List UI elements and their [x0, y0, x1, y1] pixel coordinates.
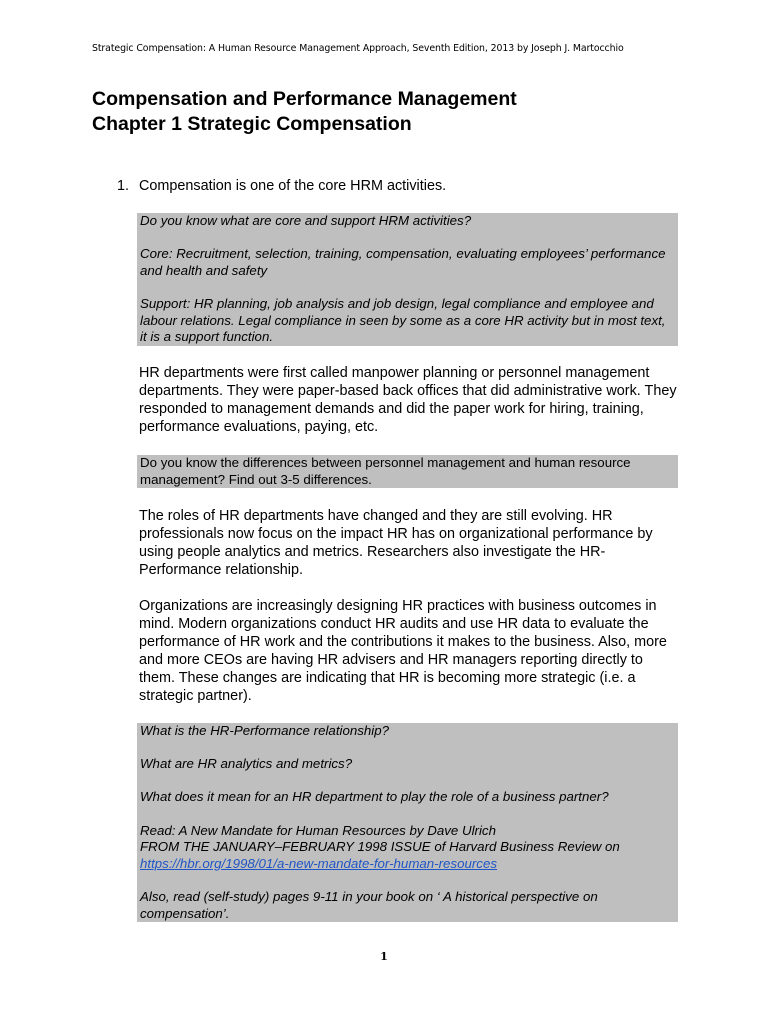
box3-q2: What are HR analytics and metrics? — [140, 756, 353, 772]
note-box-questions — [137, 723, 678, 922]
box1-core: Core: Recruitment, selection, training, compensation, evaluating employees’ performance and health and safety — [140, 246, 666, 278]
title-block — [92, 87, 517, 137]
box1-question: Do you know what are core and support HRM activities? — [140, 213, 472, 228]
box3-read-line1: Read: A New Mandate for Human Resources by Dave Ulrich — [140, 822, 496, 838]
box1-support: Support: HR planning, job analysis and job design, legal compliance and employee and labour relations. Legal compliance in seen by some as a core HR activity but in most text, it is a support function. — [140, 295, 666, 345]
paragraph-1: HR departments were first called manpower planning or personnel management departments. They were paper-based back offices that did administrative work. They responded to management demands and did the paper work for hiring, training, performance evaluations, paying, etc. — [139, 365, 677, 435]
list-number: 1. — [117, 178, 130, 194]
paragraph-3: Organizations are increasingly designing HR practices with business outcomes in mind. Modern organizations conduct HR audits and use HR data to evaluate the performance of HR work and the contributions it makes to the business. Also, more and more CEOs are having HR advisers and HR managers reporting directly to them. These changes are indicating that HR is becoming more strategic (i.e. a strategic partner). — [139, 598, 667, 704]
box3-also-read: Also, read (self-study) pages 9-11 in your book on ‘ A historical perspective on compensation’. — [140, 888, 598, 921]
page-number: 1 — [380, 950, 388, 963]
box3-q3: What does it mean for an HR department to play the role of a business partner? — [140, 789, 609, 805]
box3-q1: What is the HR-Performance relationship? — [140, 723, 390, 738]
running-header: Strategic Compensation: A Human Resource Management Approach, Seventh Edition, 2013 by Joseph J. Martocchio — [92, 43, 624, 54]
document-title: Compensation and Performance Management — [92, 88, 517, 110]
list-item-1 — [117, 177, 446, 195]
paragraph-2: The roles of HR departments have changed and they are still evolving. HR professionals now focus on the impact HR has on organizational performance by using people analytics and metrics. Researchers also investigate the HR-Performance relationship. — [139, 508, 653, 578]
list-item-text: Compensation is one of the core HRM activities. — [139, 178, 447, 194]
box2-question: Do you know the differences between personnel management and human resource management? Find out 3-5 differences. — [140, 455, 631, 487]
hbr-article-link[interactable]: https://hbr.org/1998/01/a-new-mandate-for-human-resources — [140, 855, 497, 871]
note-box-core-support — [137, 213, 678, 346]
chapter-title: Chapter 1 Strategic Compensation — [92, 113, 412, 135]
box3-read-line2: FROM THE JANUARY–FEBRUARY 1998 ISSUE of Harvard Business Review on — [140, 839, 620, 855]
note-box-differences — [137, 455, 678, 488]
